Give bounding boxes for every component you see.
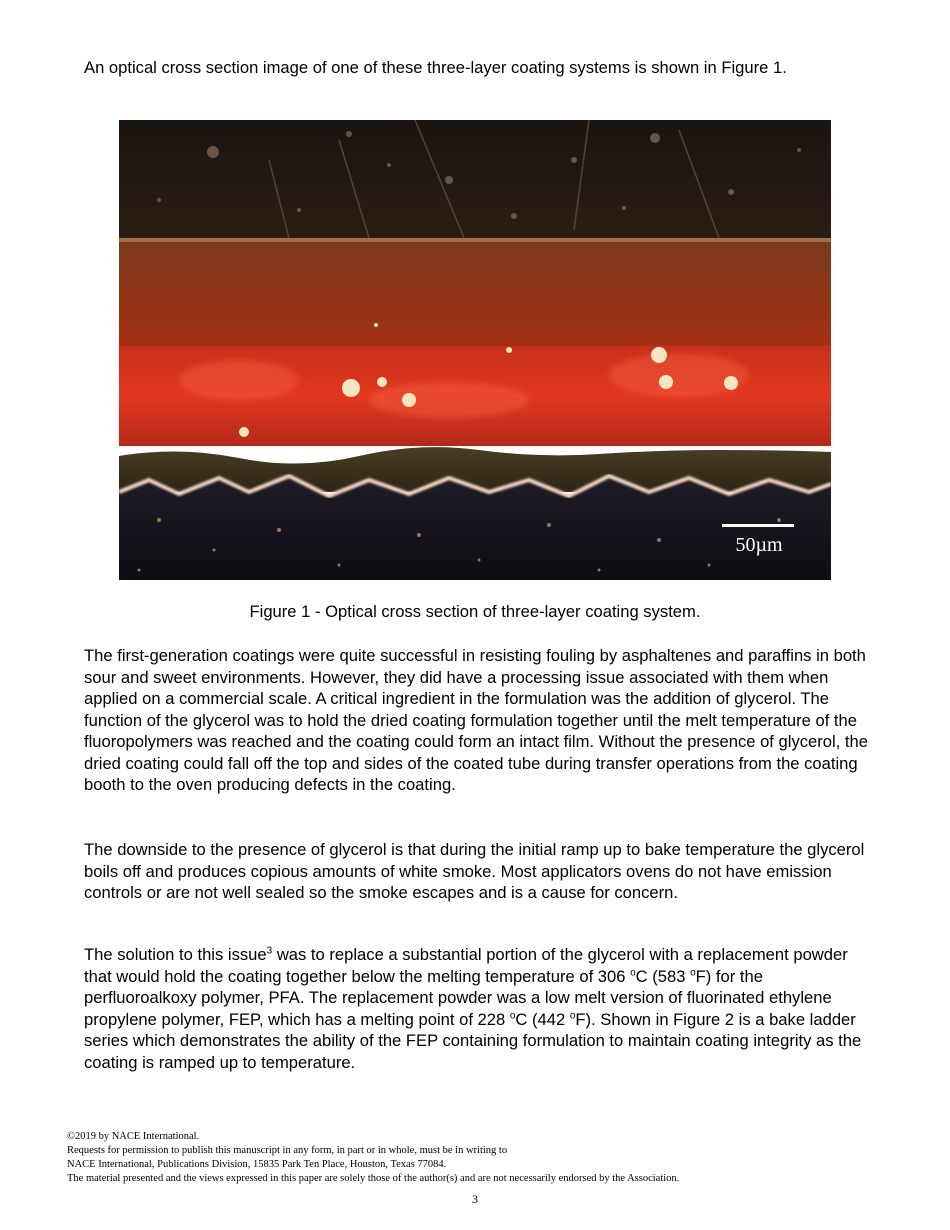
degree-superscript: o bbox=[509, 1009, 516, 1021]
footer-line: ©2019 by NACE International. bbox=[67, 1131, 200, 1142]
scale-label: 50µm bbox=[735, 534, 783, 556]
page-number: 3 bbox=[472, 1192, 478, 1206]
reference-superscript: 3 bbox=[266, 945, 273, 957]
paragraph-solution-text-b: was to replace a substantial portion of the glycerol with a replacement powder that would hold the coating together below the melting temperature of 306 bbox=[84, 945, 848, 986]
paragraph-solution-text-a: The solution to this issue bbox=[84, 945, 267, 964]
paragraph-solution-text-e: C (442 bbox=[515, 1009, 570, 1029]
footer-line: Requests for permission to publish this manuscript in any form, in part or in whole, must be in writing to bbox=[67, 1145, 508, 1156]
paragraph-solution-text-f: F). Shown in Figure 2 is a bake ladder series which demonstrates the ability of the FEP containing formulation to maintain coating integrity as the coating is ramped up to temperature. bbox=[84, 1009, 862, 1072]
figure-caption: Figure 1 - Optical cross section of three-layer coating system. bbox=[249, 602, 701, 621]
intro-paragraph: An optical cross section image of one of these three-layer coating systems is shown in Figure 1. bbox=[84, 58, 787, 77]
paragraph-first-generation: The first-generation coatings were quite successful in resisting fouling by asphaltenes and paraffins in both sour and sweet environments. However, they did have a processing issue associated with them when applied on a commercial scale. A critical ingredient in the formulation was the addition of glycerol. The function of the glycerol was to hold the dried coating formulation together until the melt temperature of the fluoropolymers was reached and the coating could form an intact film. Without the presence of glycerol, the dried coating could fall off the top and sides of the coated tube during transfer operations from the coating booth to the oven producing defects in the coating. bbox=[84, 646, 868, 794]
paragraph-glycerol-downside: The downside to the presence of glycerol is that during the initial ramp up to bake temperature the glycerol boils off and produces copious amounts of white smoke. Most applicators ovens do not have emission controls or are not well sealed so the smoke escapes and is a cause for concern. bbox=[84, 840, 865, 902]
paragraph-solution-text-c: C (583 bbox=[635, 966, 691, 986]
footer-line: The material presented and the views expressed in this paper are solely those of the author(s) and are not necessarily endorsed by the Association. bbox=[67, 1173, 680, 1184]
scale-bar bbox=[722, 524, 794, 527]
paragraph-solution-text-d: F) for the perfluoroalkoxy polymer, PFA. The replacement powder was a low melt version of fluorinated ethylene propylene polymer, FEP, which has a melting point of 228 bbox=[84, 966, 832, 1029]
degree-superscript: o bbox=[569, 1009, 576, 1021]
paragraph-solution bbox=[84, 944, 870, 1073]
degree-superscript: o bbox=[630, 966, 636, 978]
footer-line: NACE International, Publications Division, 15835 Park Ten Place, Houston, Texas 77084. bbox=[67, 1159, 447, 1170]
degree-superscript: o bbox=[690, 966, 696, 978]
cross-section-image bbox=[119, 120, 831, 580]
cross-section-figure bbox=[119, 120, 831, 580]
copyright-footer bbox=[67, 1130, 907, 1186]
